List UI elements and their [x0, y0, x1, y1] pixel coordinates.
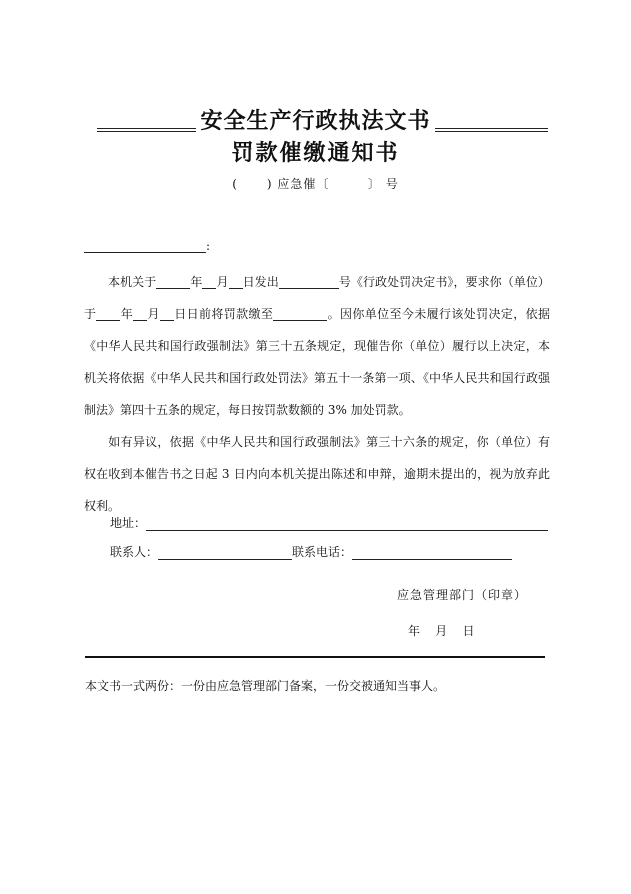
p1-text-8: 日日前将罚款缴至: [173, 307, 274, 321]
addressee-colon: :: [206, 239, 211, 253]
p1-text-6: 年: [120, 307, 134, 321]
addressee-line: [84, 238, 210, 253]
paragraph-1: [84, 266, 550, 426]
p1-text-5: 号《行政处罚决定书》，要求你（单位）于: [84, 275, 550, 321]
address-row: [110, 514, 548, 531]
blank-deadline-month: [133, 305, 147, 321]
document-title-text: 安全生产行政执法文书: [196, 109, 434, 134]
address-blank: [146, 516, 548, 531]
phone-label: 联系电话：: [292, 545, 353, 559]
document-subtitle: 罚款催缴通知书: [231, 141, 400, 166]
p1-text-2: 年: [190, 275, 203, 289]
blank-deadline-year: [96, 305, 120, 321]
footnote: 本文书一式两份：一份由应急管理部门备案，一份交被通知当事人。: [85, 679, 446, 693]
phone-blank: [352, 545, 512, 560]
date-line: 年 月 日: [408, 624, 475, 638]
blank-payment-account: [273, 305, 327, 321]
contact-label: 联系人：: [110, 545, 159, 559]
document-number: ( ) 应急催〔 〕 号: [232, 177, 399, 191]
paragraph-2: [84, 426, 550, 522]
blank-day: [229, 273, 243, 289]
addressee-blank: [84, 238, 206, 253]
address-label: 地址：: [110, 516, 147, 530]
p1-text-9: 。因你单位至今未履行该处罚决定，依据《中华人民共和国行政强制法》第三十五条规定，现催告你（单位）履行以上决定，本机关将依据《中华人民共和国行政处罚法》第五十一条第一项、《中华人民共和国行政强制法》第四十五条的规定，每日按罚款数额的 3% 加处罚款。: [84, 307, 550, 417]
contact-blank: [158, 545, 292, 560]
footer-rule: [85, 656, 545, 658]
blank-month: [202, 273, 216, 289]
p1-text-7: 月: [147, 307, 160, 321]
contact-row: [110, 543, 512, 560]
p1-text-3: 月: [216, 275, 229, 289]
blank-decision-number: [279, 273, 339, 289]
seal-line: 应急管理部门（印章）: [397, 588, 528, 602]
blank-year: [156, 273, 190, 289]
blank-deadline-day: [160, 305, 174, 321]
p2-text: 如有异议，依据《中华人民共和国行政强制法》第三十六条的规定，你（单位）有权在收到本催告书之日起 3 日内向本机关提出陈述和申辩，逾期未提出的，视为放弃此权利。: [84, 435, 550, 513]
p1-text-1: 本机关于: [108, 275, 157, 289]
document-title: [0, 104, 631, 135]
p1-text-4: 日发出: [242, 275, 279, 289]
